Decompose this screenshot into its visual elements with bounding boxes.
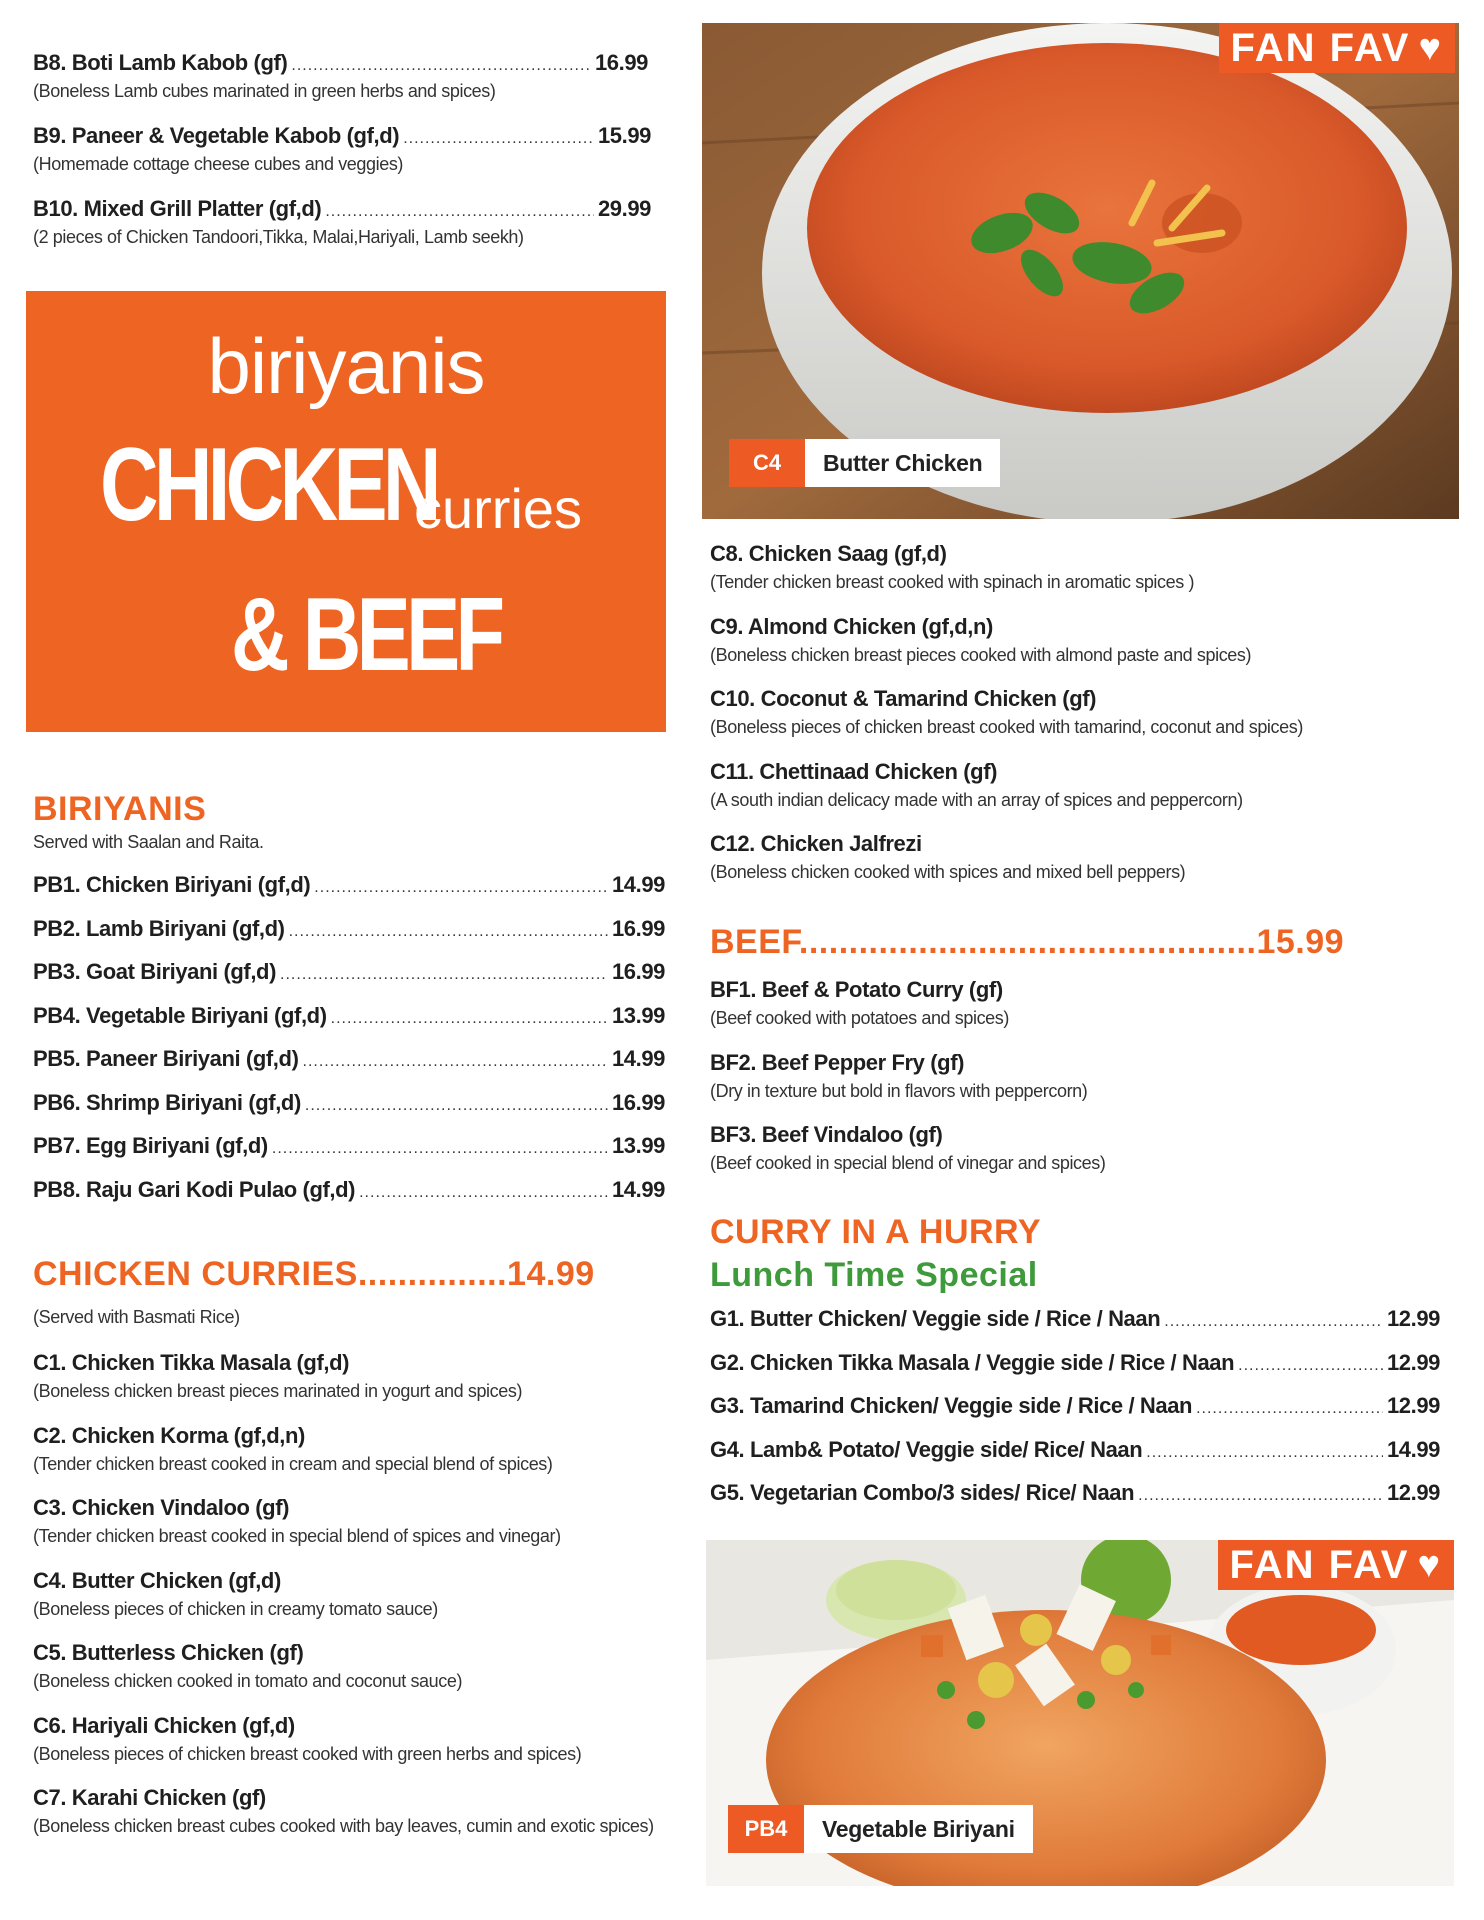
item-name: B9. Paneer & Vegetable Kabob (gf,d)	[33, 123, 400, 148]
biriyanis-section	[33, 790, 663, 854]
item-name: PB5. Paneer Biriyani (gf,d)	[33, 1046, 299, 1071]
chicken-curries-left-list	[33, 1350, 663, 1858]
menu-item	[33, 50, 663, 123]
item-price: 16.99	[594, 50, 648, 75]
item-price: 15.99	[597, 123, 651, 148]
menu-item	[33, 916, 663, 960]
item-description: (Boneless pieces of chicken in creamy tomato sauce)	[33, 1598, 438, 1619]
dish-code: C4	[729, 439, 805, 487]
item-price: 12.99	[1386, 1393, 1440, 1418]
section-heading: BIRIYANIS	[33, 790, 207, 828]
item-price: 14.99	[611, 1176, 665, 1202]
item-description: (Boneless chicken breast pieces marinated in yogurt and spices)	[33, 1381, 523, 1401]
item-name: PB4. Vegetable Biriyani (gf,d)	[33, 1002, 327, 1028]
item-description: (Boneless chicken cooked with spices and mixed bell peppers)	[710, 862, 1186, 882]
item-price: 14.99	[1386, 1436, 1440, 1462]
item-description: (Beef cooked with potatoes and spices)	[710, 1008, 1009, 1028]
menu-item	[33, 1133, 663, 1177]
leader-dots	[314, 879, 608, 897]
leader-dots	[291, 57, 591, 75]
section-heading: CHICKEN CURRIES...............14.99	[33, 1255, 595, 1293]
item-name: C3. Chicken Vindaloo (gf)	[33, 1495, 290, 1520]
menu-item	[33, 123, 663, 196]
section-banner	[26, 291, 666, 732]
dish-tag	[728, 1805, 1033, 1853]
fan-fav-label: FAN FAV	[1230, 26, 1411, 70]
leader-dots	[359, 1184, 608, 1202]
dish-name: Vegetable Biriyani	[804, 1805, 1033, 1853]
item-name: C12. Chicken Jalfrezi	[710, 831, 922, 856]
menu-item	[710, 686, 1450, 759]
item-description: (Tender chicken breast cooked in special blend of spices and vinegar)	[33, 1526, 561, 1546]
item-description: (Boneless chicken breast cubes cooked with bay leaves, cumin and exotic spices)	[33, 1816, 654, 1836]
menu-item	[710, 1050, 1450, 1123]
item-name: G4. Lamb& Potato/ Veggie side/ Rice/ Naan	[710, 1436, 1143, 1462]
item-name: PB8. Raju Gari Kodi Pulao (gf,d)	[33, 1176, 356, 1202]
item-price: 16.99	[611, 915, 665, 941]
section-subheading: Lunch Time Special	[710, 1256, 1038, 1294]
dish-name: Butter Chicken	[805, 439, 1000, 487]
item-name: B8. Boti Lamb Kabob (gf)	[33, 50, 288, 75]
menu-item	[33, 1046, 663, 1090]
biriyani-list	[33, 872, 663, 1220]
chicken-curries-section	[33, 1255, 663, 1329]
item-price: 14.99	[611, 1046, 665, 1071]
menu-item	[33, 1003, 663, 1047]
item-name: C4. Butter Chicken (gf,d)	[33, 1567, 281, 1593]
leader-dots	[1196, 1400, 1383, 1418]
item-name: PB3. Goat Biriyani (gf,d)	[33, 959, 277, 984]
menu-item	[710, 977, 1450, 1050]
leader-dots	[325, 203, 594, 221]
item-description: (Boneless chicken breast pieces cooked with almond paste and spices)	[710, 644, 1252, 665]
item-price: 12.99	[1386, 1349, 1440, 1375]
menu-item	[33, 1640, 663, 1713]
item-description: (Dry in texture but bold in flavors with peppercorn)	[710, 1080, 1088, 1101]
dish-code: PB4	[728, 1805, 804, 1853]
menu-item	[710, 614, 1450, 687]
menu-item	[33, 1785, 663, 1858]
banner-line-curries: curries	[414, 477, 583, 540]
item-name: C1. Chicken Tikka Masala (gf,d)	[33, 1350, 350, 1375]
beef-list	[710, 977, 1450, 1195]
menu-item	[710, 1393, 1450, 1437]
menu-item	[710, 831, 1450, 904]
item-name: BF2. Beef Pepper Fry (gf)	[710, 1049, 965, 1075]
item-price: 12.99	[1386, 1306, 1440, 1331]
leader-dots	[1238, 1357, 1383, 1375]
item-description: (Tender chicken breast cooked with spinach in aromatic spices )	[710, 572, 1195, 592]
item-description: (Boneless pieces of chicken breast cooked with green herbs and spices)	[33, 1743, 582, 1764]
item-name: PB1. Chicken Biriyani (gf,d)	[33, 872, 311, 897]
item-price: 16.99	[611, 959, 665, 984]
menu-item	[710, 1480, 1450, 1524]
curry-hurry-section	[710, 1213, 1450, 1295]
leader-dots	[1164, 1313, 1383, 1331]
leader-dots	[1146, 1444, 1383, 1462]
item-name: BF3. Beef Vindaloo (gf)	[710, 1122, 943, 1147]
item-price: 12.99	[1386, 1480, 1440, 1505]
section-note: Served with Saalan and Raita.	[33, 832, 264, 852]
item-price: 16.99	[611, 1089, 665, 1115]
item-description: (Beef cooked in special blend of vinegar and spices)	[710, 1153, 1106, 1173]
item-name: G3. Tamarind Chicken/ Veggie side / Rice / Naan	[710, 1393, 1193, 1418]
item-name: B10. Mixed Grill Platter (gf,d)	[33, 196, 322, 221]
item-price: 14.99	[611, 872, 665, 897]
item-description: (Tender chicken breast cooked in cream and special blend of spices)	[33, 1453, 553, 1474]
item-name: BF1. Beef & Potato Curry (gf)	[710, 977, 1003, 1002]
menu-item	[33, 1177, 663, 1221]
section-note: (Served with Basmati Rice)	[33, 1307, 240, 1327]
heart-icon: ♥	[1418, 27, 1443, 69]
item-name: G5. Vegetarian Combo/3 sides/ Rice/ Naan	[710, 1480, 1135, 1505]
menu-item	[33, 1568, 663, 1641]
item-price: 13.99	[611, 1002, 665, 1028]
item-description: (Boneless pieces of chicken breast cooked with tamarind, coconut and spices)	[710, 717, 1303, 737]
item-name: C2. Chicken Korma (gf,d,n)	[33, 1422, 305, 1448]
leader-dots	[305, 1097, 608, 1115]
leader-dots	[331, 1010, 608, 1028]
chicken-curries-right-list	[710, 541, 1450, 904]
item-name: C5. Butterless Chicken (gf)	[33, 1640, 304, 1665]
item-name: PB2. Lamb Biriyani (gf,d)	[33, 915, 285, 941]
beef-section	[710, 923, 1450, 962]
menu-item	[33, 1713, 663, 1786]
item-name: G2. Chicken Tikka Masala / Veggie side / Rice / Naan	[710, 1349, 1235, 1375]
menu-item	[33, 196, 663, 249]
item-name: C10. Coconut & Tamarind Chicken (gf)	[710, 686, 1097, 711]
fan-fav-badge	[1219, 23, 1456, 73]
leader-dots	[303, 1053, 608, 1071]
dish-tag	[729, 439, 1000, 487]
item-price: 29.99	[597, 196, 651, 221]
item-name: PB6. Shrimp Biriyani (gf,d)	[33, 1089, 301, 1115]
vegetable-biriyani-photo	[706, 1540, 1454, 1886]
item-description: (Boneless chicken cooked in tomato and coconut sauce)	[33, 1671, 463, 1691]
item-description: (A south indian delicacy made with an array of spices and peppercorn)	[710, 789, 1243, 810]
curry-hurry-list	[710, 1306, 1450, 1524]
menu-item	[710, 1122, 1450, 1195]
leader-dots	[1138, 1487, 1383, 1505]
menu-item	[33, 1350, 663, 1423]
item-name: C9. Almond Chicken (gf,d,n)	[710, 613, 993, 639]
kabob-items	[33, 50, 663, 249]
heart-icon: ♥	[1417, 1544, 1442, 1586]
item-price: 13.99	[611, 1133, 665, 1158]
section-heading: BEEF..............................................15.99	[710, 923, 1345, 961]
banner-line-beef: & BEEF	[231, 577, 501, 693]
butter-chicken-photo	[702, 23, 1459, 519]
item-name: C7. Karahi Chicken (gf)	[33, 1785, 266, 1810]
item-description: (Homemade cottage cheese cubes and veggies)	[33, 154, 404, 174]
menu-item	[33, 1090, 663, 1134]
leader-dots	[403, 130, 594, 148]
item-description: (2 pieces of Chicken Tandoori,Tikka, Malai,Hariyali, Lamb seekh)	[33, 227, 524, 247]
item-name: G1. Butter Chicken/ Veggie side / Rice / Naan	[710, 1306, 1161, 1331]
menu-item	[710, 759, 1450, 832]
fan-fav-badge	[1218, 1540, 1455, 1590]
leader-dots	[280, 966, 608, 984]
menu-item	[33, 959, 663, 1003]
item-name: C11. Chettinaad Chicken (gf)	[710, 758, 998, 784]
fan-fav-label: FAN FAV	[1229, 1543, 1410, 1587]
banner-line-biriyanis: biriyanis	[207, 322, 485, 410]
menu-item	[710, 1306, 1450, 1350]
item-description: (Boneless Lamb cubes marinated in green herbs and spices)	[33, 81, 496, 101]
item-name: C8. Chicken Saag (gf,d)	[710, 541, 947, 566]
section-heading: CURRY IN A HURRY	[710, 1213, 1042, 1251]
leader-dots	[272, 1140, 608, 1158]
leader-dots	[289, 923, 608, 941]
item-name: PB7. Egg Biriyani (gf,d)	[33, 1133, 268, 1158]
menu-item	[33, 872, 663, 916]
menu-item	[710, 1437, 1450, 1481]
menu-item	[33, 1495, 663, 1568]
menu-item	[710, 1350, 1450, 1394]
item-name: C6. Hariyali Chicken (gf,d)	[33, 1712, 295, 1738]
menu-item	[710, 541, 1450, 614]
menu-item	[33, 1423, 663, 1496]
banner-line-chicken: CHICKEN	[100, 427, 437, 543]
